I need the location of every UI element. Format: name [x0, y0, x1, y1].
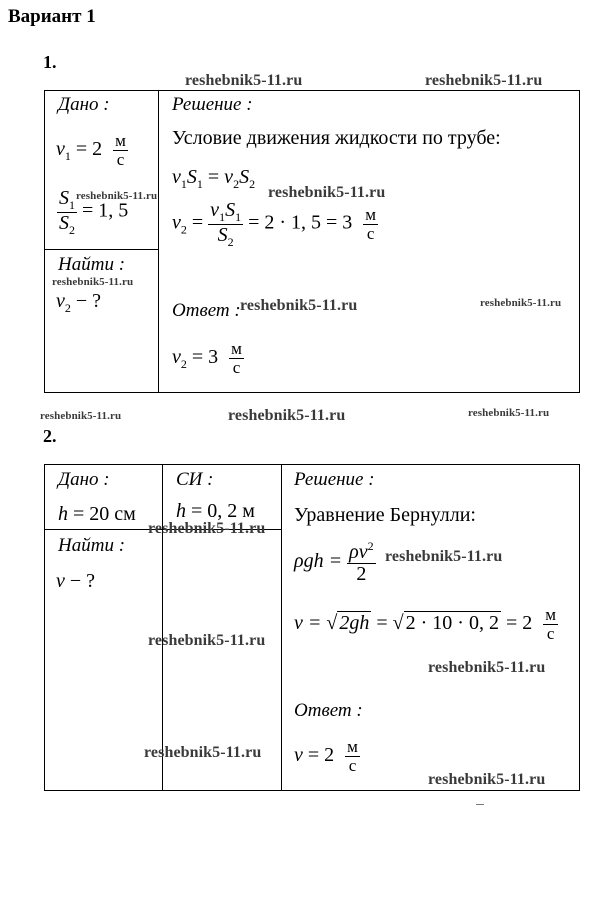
watermark: reshebnik5-11.ru: [385, 548, 503, 565]
unit-denominator: с: [116, 149, 125, 169]
problem2-solution-label: Решение :: [294, 469, 375, 490]
watermark: reshebnik5-11.ru: [425, 72, 543, 89]
problem2-find-label: Найти :: [58, 535, 126, 556]
problem1-find-var: $v_2$ − ?: [56, 290, 102, 315]
problem2-velocity-equation: v = √ 2gh = √ 2 · 10 · 0, 2 = 2 м с: [294, 605, 556, 643]
problem2-find-var: v − ?: [56, 570, 96, 592]
watermark: reshebnik5-11.ru: [148, 520, 266, 537]
watermark: reshebnik5-11.ru: [228, 407, 346, 424]
problem1-v2-equation: $v_2$ = $\frac{v_1S_1}{S_2}$ = 2 · 1, 5 = 3 м с: [172, 199, 377, 249]
problem2-height-si: h = 0, 2 м: [176, 500, 255, 522]
watermark: reshebnik5-11.ru: [148, 632, 266, 649]
problem1-continuity-equation: $v_1S_1 = v_2S_2$: [172, 166, 256, 191]
problem1-answer: $v_2 = 3$ м с: [172, 339, 242, 377]
watermark: reshebnik5-11.ru: [428, 771, 546, 788]
problem2-bernoulli-equation: ρgh = $\frac{\rho v^2}{2}$: [294, 539, 374, 585]
problem2-statement: Уравнение Бернулли:: [294, 504, 476, 526]
problem2-number: 2.: [43, 426, 57, 446]
watermark: reshebnik5-11.ru: [40, 410, 122, 422]
watermark: reshebnik5-11.ru: [144, 744, 262, 761]
problem1-given-label: Дано :: [58, 94, 110, 115]
watermark: reshebnik5-11.ru: [268, 184, 386, 201]
watermark: reshebnik5-11.ru: [240, 297, 358, 314]
problem1-solution-label: Решение :: [172, 94, 253, 115]
problem1-number: 1.: [43, 52, 57, 72]
problem1-find-label: Найти :: [58, 254, 126, 275]
problem2-height-given: h = 20 см: [58, 503, 136, 525]
variant-title: Вариант 1: [8, 6, 96, 27]
problem1-statement: Условие движения жидкости по трубе:: [172, 127, 501, 149]
watermark: reshebnik5-11.ru: [76, 190, 158, 202]
watermark: reshebnik5-11.ru: [428, 659, 546, 676]
watermark: reshebnik5-11.ru: [52, 276, 134, 288]
watermark: reshebnik5-11.ru: [480, 297, 562, 309]
problem2-given-label: Дано :: [58, 469, 110, 490]
problem2-answer: v = 2 м с: [294, 737, 358, 775]
unit-numerator: м: [115, 131, 126, 150]
stray-mark: [476, 804, 484, 805]
problem1-v1: $v_1 = 2$ м с: [56, 131, 126, 169]
problem1-answer-label: Ответ :: [172, 300, 241, 321]
problem2-answer-label: Ответ :: [294, 700, 363, 721]
watermark: reshebnik5-11.ru: [185, 72, 303, 89]
problem2-si-label: СИ :: [176, 469, 214, 490]
watermark: reshebnik5-11.ru: [468, 407, 550, 419]
problem1-area-ratio: $\frac{S_1}{S_2}$ = 1, 5: [59, 187, 129, 237]
